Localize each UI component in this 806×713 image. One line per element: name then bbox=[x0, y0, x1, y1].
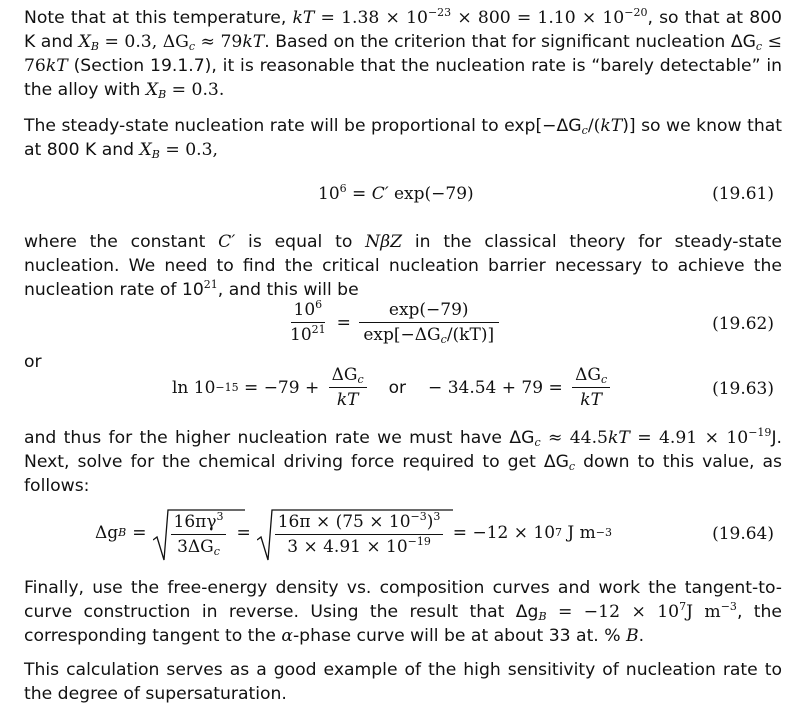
math-kt: kT bbox=[292, 8, 315, 28]
math-xb: X bbox=[78, 32, 91, 52]
math-kt: kT bbox=[607, 428, 630, 448]
text: )] so we know that at 800 K and bbox=[24, 116, 782, 160]
math-exponent: 6 bbox=[315, 298, 323, 311]
math: ≈ 79 bbox=[195, 32, 243, 52]
equation-number: (19.64) bbox=[712, 524, 774, 544]
math-exponent: 7 bbox=[679, 600, 687, 613]
text: , the corresponding tangent to the bbox=[24, 602, 783, 646]
paragraph-kt-evaluation bbox=[24, 6, 782, 102]
text: (Section 19.1.7), it is reasonable that the nucleation rate is “barely detectable” in the alloy with bbox=[24, 56, 782, 100]
paragraph-higher-rate bbox=[24, 426, 782, 498]
math: 16πγ bbox=[173, 512, 217, 532]
math: = −12 × 10 bbox=[546, 602, 680, 622]
square-root-2 bbox=[257, 508, 448, 557]
math: = −12 × 10 bbox=[447, 522, 556, 543]
text: . bbox=[638, 626, 645, 646]
math-subscript: B bbox=[538, 610, 547, 623]
math: = 1.38 × 10 bbox=[314, 8, 428, 28]
text: The steady-state nucleation rate will be proportional to exp[−ΔG bbox=[24, 116, 582, 136]
math: = 0.3, bbox=[159, 140, 219, 160]
math: ln 10 bbox=[172, 377, 216, 398]
math-subscript: c bbox=[581, 124, 588, 137]
text: in the classical theory for steady-state nucleation. We need to find the critical nucleation barrier necessary to achieve the nucleation rate of 10 bbox=[24, 232, 782, 300]
text: , and this will be bbox=[217, 280, 359, 300]
math-subscript: c bbox=[534, 436, 541, 449]
math: 3ΔG bbox=[177, 537, 214, 557]
math: − 34.54 + 79 = bbox=[428, 377, 569, 398]
math-subscript: c bbox=[188, 40, 196, 53]
equation-number: (19.61) bbox=[712, 184, 774, 204]
fraction-dgc-kt bbox=[572, 365, 610, 410]
math: = bbox=[346, 184, 372, 204]
paragraph-steady-state bbox=[24, 114, 782, 162]
equation-19-64 bbox=[0, 508, 806, 562]
math-kt: kT bbox=[336, 390, 359, 410]
math-exponent: −3 bbox=[720, 600, 737, 613]
math-exponent: −23 bbox=[427, 6, 452, 19]
math-exponent: 21 bbox=[203, 278, 218, 291]
math-subscript: B bbox=[158, 88, 167, 101]
math: ≤ 76 bbox=[24, 32, 782, 76]
math-subscript: c bbox=[357, 373, 364, 386]
paragraph-conclusion bbox=[24, 658, 782, 706]
math: = −79 + bbox=[238, 377, 325, 398]
text: This calculation serves as a good example of the high sensitivity of nucleation rate to the degree of supersaturation. bbox=[24, 660, 782, 704]
math-nbz: NβZ bbox=[365, 232, 403, 252]
math: × 800 = 1.10 × 10 bbox=[451, 8, 625, 28]
math: 10 bbox=[293, 300, 316, 320]
math: Δg bbox=[95, 522, 119, 543]
equation-body bbox=[283, 300, 503, 345]
math-equals: = bbox=[336, 312, 351, 333]
text: Note that at this temperature, bbox=[24, 8, 293, 28]
fraction-dgc-kt bbox=[329, 365, 367, 410]
text: . Based on the criterion that for significant nucleation ΔG bbox=[264, 32, 756, 52]
paragraph-tangent-construction bbox=[24, 576, 782, 648]
math-subscript: c bbox=[755, 40, 763, 53]
radical-sign bbox=[153, 508, 245, 562]
math: = 4.91 × 10 bbox=[629, 428, 749, 448]
math-exponent: 6 bbox=[339, 182, 347, 195]
math: ≈ 44.5 bbox=[540, 428, 608, 448]
math-exponent: −19 bbox=[748, 426, 772, 439]
math: = 0.3. bbox=[166, 80, 225, 100]
text: Finally, use the free-energy density vs. composition curves and work the tangent-to-curve construction in reverse. Using the result that Δg bbox=[24, 578, 782, 622]
math: = 0.3, ΔG bbox=[98, 32, 189, 52]
math-exponent: −20 bbox=[624, 6, 648, 19]
math-kt: kT bbox=[580, 390, 602, 410]
fraction-left bbox=[287, 300, 329, 345]
square-root-1 bbox=[153, 508, 231, 557]
math: ΔG bbox=[331, 365, 358, 385]
equation-19-63 bbox=[0, 365, 806, 419]
equation-body bbox=[318, 184, 474, 204]
text: down to this value, as follows: bbox=[24, 452, 782, 496]
equation-19-62 bbox=[0, 300, 806, 350]
text: J. Next, solve for the chemical driving force required to get ΔG bbox=[24, 428, 782, 472]
math-unit: J m bbox=[686, 602, 721, 622]
math-exponent: 3 bbox=[433, 510, 441, 523]
text: where the constant bbox=[24, 232, 219, 252]
text: , so that at 800 K and bbox=[24, 8, 782, 52]
math: exp[−ΔG bbox=[363, 325, 441, 345]
text: and thus for the higher nucleation rate we must have ΔG bbox=[24, 428, 535, 448]
or-label: or bbox=[388, 377, 407, 398]
math-unit: J m bbox=[562, 522, 596, 543]
equation-number: (19.63) bbox=[712, 379, 774, 399]
math-constant: C′ bbox=[371, 184, 389, 204]
text: -phase curve will be at about 33 at. % bbox=[292, 626, 627, 646]
math-subscript: c bbox=[568, 460, 576, 473]
math-alpha: α bbox=[281, 626, 293, 646]
math-kt: kT bbox=[600, 116, 623, 136]
math: 3 × 4.91 × 10 bbox=[287, 537, 408, 557]
math-equals: = bbox=[236, 522, 251, 543]
math: /( bbox=[587, 116, 601, 136]
math: /(kT)] bbox=[446, 325, 495, 345]
math: ΔG bbox=[575, 365, 601, 385]
math: exp(−79) bbox=[388, 300, 469, 320]
math-kt: kT bbox=[45, 56, 68, 76]
math: 16π × (75 × 10 bbox=[277, 512, 411, 532]
fraction-right bbox=[359, 300, 499, 345]
text: or bbox=[24, 352, 42, 372]
math-b: B bbox=[626, 626, 639, 646]
math: ) bbox=[426, 512, 434, 532]
paragraph-constant bbox=[24, 230, 782, 302]
math-xb: X bbox=[139, 140, 152, 160]
math-kt: kT bbox=[242, 32, 265, 52]
equation-number: (19.62) bbox=[712, 314, 774, 334]
math-exponent: −3 bbox=[410, 510, 427, 523]
math-subscript: c bbox=[440, 333, 447, 346]
radical-sign bbox=[257, 508, 453, 562]
equation-body: ln 10 −15 = −79 + $\frac{\Delta G_c}{kT}$ or − 34.54 + 79 = $\frac{\Delta G_c}{kT}$ bbox=[172, 365, 614, 410]
math: 10 bbox=[318, 184, 340, 204]
math-constant: C′ bbox=[218, 232, 236, 252]
math-subscript: B bbox=[90, 40, 99, 53]
math-subscript: c bbox=[213, 545, 220, 558]
math: exp(−79) bbox=[388, 184, 474, 204]
math: 10 bbox=[290, 325, 312, 345]
equation-body: Δg B = $\frac{16\pi\gamma^3}{3\Delta G_c}$ = $\frac{16\pi \times (75 \times 10^{-3})^3}{3 \times 4.91 \times 10^{-19}}$ = −12 × 10 7 J m −3 bbox=[95, 508, 612, 557]
math-xb: X bbox=[145, 80, 159, 100]
math-subscript: c bbox=[600, 373, 608, 386]
math-equals: = bbox=[132, 522, 147, 543]
math-exponent: 3 bbox=[216, 510, 224, 523]
math-exponent: 21 bbox=[311, 323, 326, 336]
math-exponent: −19 bbox=[407, 535, 431, 548]
math-subscript: B bbox=[151, 148, 160, 161]
text: is equal to bbox=[235, 232, 366, 252]
